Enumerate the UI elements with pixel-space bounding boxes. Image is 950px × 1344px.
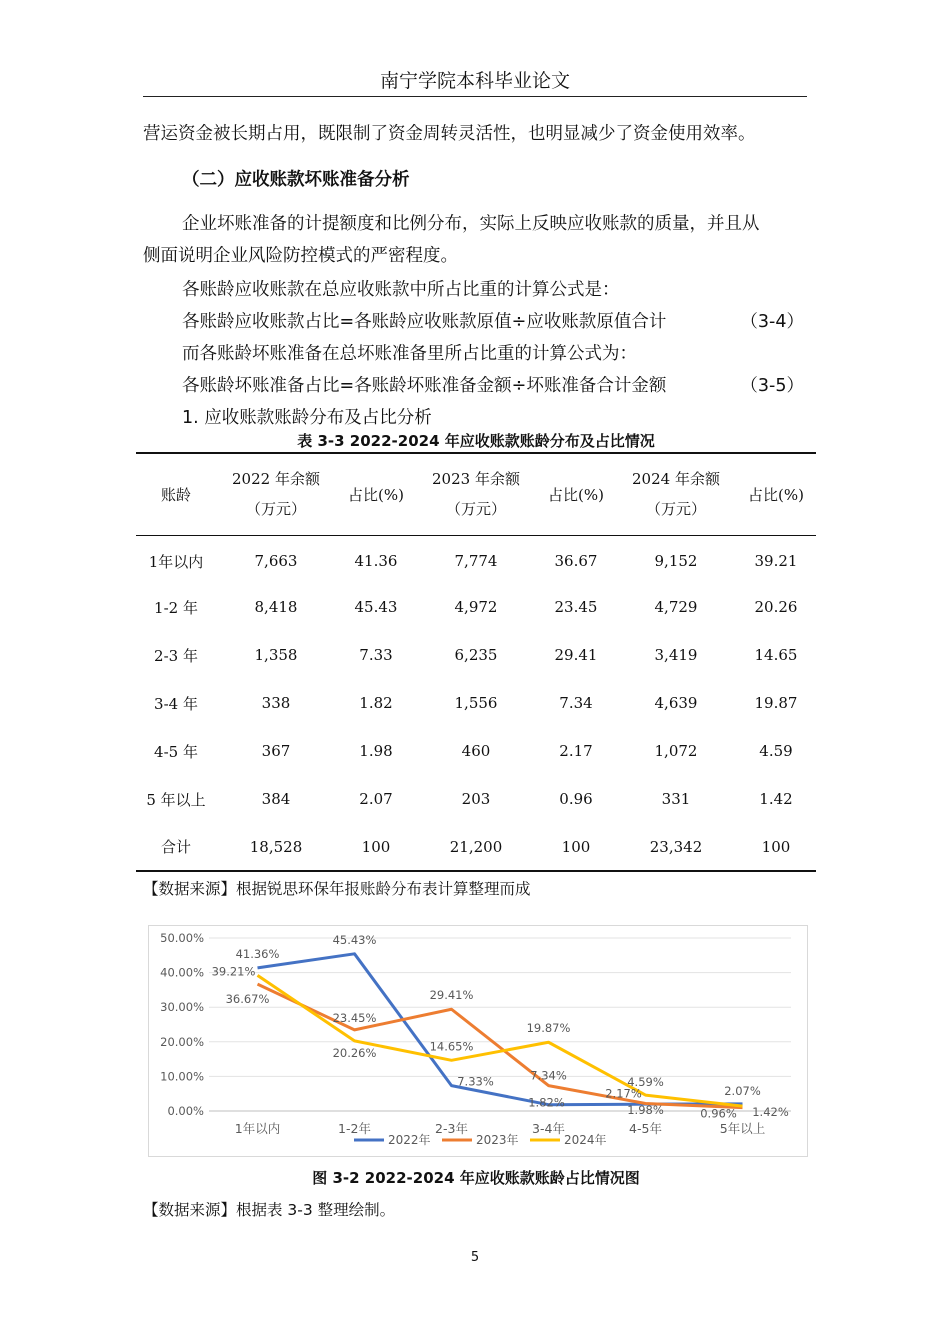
x-tick-label: 2-3年 bbox=[435, 1121, 468, 1136]
data-label: 2.17% bbox=[605, 1086, 642, 1101]
table-cell: 1.42 bbox=[759, 790, 793, 808]
table-cell: 1年以内 bbox=[148, 552, 204, 571]
aging-table bbox=[136, 452, 816, 872]
table-cell: 18,528 bbox=[249, 837, 303, 856]
table-row bbox=[136, 583, 816, 631]
data-label: 41.36% bbox=[235, 946, 280, 961]
table-cell: 2.07 bbox=[359, 790, 393, 808]
x-tick-label: 1-2年 bbox=[338, 1121, 371, 1136]
header-2022-line1: 2022 年余额 bbox=[232, 470, 320, 489]
table-cell: 4-5 年 bbox=[154, 742, 198, 761]
table-header-row bbox=[136, 453, 816, 535]
data-label: 14.65% bbox=[429, 1039, 474, 1054]
data-label: 4.59% bbox=[627, 1075, 664, 1090]
table-cell: 2.17 bbox=[559, 742, 593, 760]
y-tick-label: 40.00% bbox=[160, 965, 204, 980]
data-label: 29.41% bbox=[429, 988, 474, 1003]
table-cell: 合计 bbox=[160, 838, 191, 856]
para1-line2: 侧面说明企业风险防控模式的严密程度。 bbox=[143, 246, 458, 266]
header-2023-line2: （万元） bbox=[445, 500, 506, 519]
x-tick-label: 3-4年 bbox=[532, 1121, 565, 1136]
table-cell: 1,358 bbox=[254, 646, 298, 664]
table-cell: 2-3 年 bbox=[154, 646, 198, 665]
table-row bbox=[136, 727, 816, 775]
data-label: 20.26% bbox=[332, 1045, 377, 1060]
header-pct-2023: 占比(%) bbox=[548, 485, 604, 504]
header-2024-line1: 2024 年余额 bbox=[632, 470, 720, 489]
table-row bbox=[136, 535, 816, 583]
table-cell: 1,556 bbox=[454, 694, 498, 712]
data-label: 2.07% bbox=[724, 1083, 761, 1098]
table-cell: 0.96 bbox=[559, 790, 593, 808]
header-2022-balance bbox=[216, 453, 336, 535]
table-cell: 19.87 bbox=[754, 694, 798, 712]
data-label: 23.45% bbox=[332, 1010, 377, 1025]
table-cell: 20.26 bbox=[754, 598, 798, 616]
table-cell: 100 bbox=[761, 837, 791, 856]
x-tick-label: 4-5年 bbox=[629, 1121, 662, 1136]
formula-2-text: 各账龄坏账准备占比=各账龄坏账准备金额÷坏账准备合计金额 bbox=[182, 376, 667, 396]
table-row bbox=[136, 631, 816, 679]
table-cell: 338 bbox=[261, 694, 291, 712]
formula-1-number: （3-4） bbox=[740, 312, 804, 332]
para1-line1: 企业坏账准备的计提额度和比例分布，实际上反映应收账款的质量，并且从 bbox=[182, 214, 760, 234]
table-cell: 1,072 bbox=[654, 742, 698, 760]
series-line bbox=[258, 975, 743, 1106]
table-cell: 1.98 bbox=[359, 742, 393, 760]
table-cell: 367 bbox=[261, 742, 291, 760]
y-tick-label: 0.00% bbox=[167, 1104, 204, 1118]
table-cell: 384 bbox=[261, 790, 291, 808]
series-line bbox=[258, 984, 743, 1108]
data-label: 45.43% bbox=[332, 932, 377, 947]
table-cell: 7,663 bbox=[254, 552, 298, 571]
table-cell: 39.21 bbox=[754, 552, 798, 571]
header-rule bbox=[143, 96, 807, 97]
header-age: 账龄 bbox=[160, 485, 191, 504]
table-cell: 36.67 bbox=[554, 552, 598, 571]
header-2022-line2: （万元） bbox=[245, 500, 306, 519]
table-source-note: 【数据来源】根据锐思环保年报账龄分布表计算整理而成 bbox=[143, 880, 531, 898]
table-cell: 4,972 bbox=[454, 598, 498, 616]
table-cell: 9,152 bbox=[654, 552, 698, 571]
figure-caption: 图 3-2 2022-2024 年应收账款账龄占比情况图 bbox=[312, 1169, 640, 1187]
table-cell: 4,639 bbox=[654, 694, 698, 712]
header-2023-line1: 2023 年余额 bbox=[432, 470, 520, 489]
table-cell: 21,200 bbox=[449, 837, 503, 856]
data-label: 7.33% bbox=[457, 1074, 494, 1089]
data-label: 1.98% bbox=[627, 1103, 664, 1118]
table-cell: 5 年以上 bbox=[146, 790, 206, 809]
header-pct-2024: 占比(%) bbox=[748, 485, 804, 504]
page-number: 5 bbox=[470, 1250, 480, 1265]
legend-label: 2024年 bbox=[564, 1133, 607, 1147]
table-cell: 23.45 bbox=[554, 598, 598, 616]
figure-source-note: 【数据来源】根据表 3-3 整理绘制。 bbox=[143, 1201, 396, 1219]
table-cell: 100 bbox=[361, 837, 391, 856]
body-line-1: 营运资金被长期占用，既限制了资金周转灵活性，也明显减少了资金使用效率。 bbox=[143, 124, 756, 144]
table-cell: 6,235 bbox=[454, 646, 498, 664]
table-cell: 23,342 bbox=[649, 837, 703, 856]
table-cell: 100 bbox=[561, 837, 591, 856]
table-cell: 4.59 bbox=[759, 742, 793, 760]
data-label: 19.87% bbox=[526, 1021, 571, 1036]
table-cell: 8,418 bbox=[254, 598, 298, 616]
y-tick-label: 30.00% bbox=[160, 1000, 204, 1015]
table-row bbox=[136, 679, 816, 727]
header-pct-2022: 占比(%) bbox=[348, 485, 404, 504]
header-2024-balance bbox=[616, 453, 736, 535]
legend-label: 2023年 bbox=[476, 1133, 519, 1147]
data-label: 1.82% bbox=[528, 1095, 565, 1110]
section-heading: （二）应收账款坏账准备分析 bbox=[182, 170, 410, 190]
formula-2 bbox=[182, 372, 804, 397]
table-cell: 41.36 bbox=[354, 552, 398, 571]
table-cell: 331 bbox=[661, 790, 691, 808]
y-tick-label: 20.00% bbox=[160, 1034, 204, 1049]
data-label: 36.67% bbox=[225, 992, 270, 1007]
table-cell: 203 bbox=[461, 790, 491, 808]
data-label: 1.42% bbox=[752, 1105, 789, 1120]
table-cell: 14.65 bbox=[754, 646, 798, 664]
table-cell: 1-2 年 bbox=[154, 598, 198, 617]
table-cell: 1.82 bbox=[359, 694, 393, 712]
table-cell: 3-4 年 bbox=[154, 694, 198, 713]
table-cell: 7.33 bbox=[359, 646, 393, 664]
aging-ratio-line-chart bbox=[149, 926, 807, 1156]
table-cell: 29.41 bbox=[554, 646, 598, 664]
formula-2-number: （3-5） bbox=[740, 376, 804, 396]
x-tick-label: 5年以上 bbox=[719, 1121, 766, 1136]
table-caption: 表 3-3 2022-2024 年应收账款账龄分布及占比情况 bbox=[297, 432, 655, 450]
table-cell: 3,419 bbox=[654, 646, 698, 664]
subheading: 1. 应收账款账龄分布及占比分析 bbox=[182, 408, 432, 428]
table-cell: 460 bbox=[461, 742, 491, 760]
table-cell: 7,774 bbox=[454, 552, 498, 571]
y-tick-label: 10.00% bbox=[160, 1069, 204, 1084]
table-row bbox=[136, 775, 816, 823]
para3: 而各账龄坏账准备在总坏账准备里所占比重的计算公式为： bbox=[182, 344, 637, 364]
page-header-title: 南宁学院本科毕业论文 bbox=[379, 70, 570, 92]
para2: 各账龄应收账款在总应收账款中所占比重的计算公式是： bbox=[182, 280, 620, 300]
x-tick-label: 1年以内 bbox=[234, 1121, 281, 1136]
data-label: 7.34% bbox=[530, 1068, 567, 1083]
table-cell: 45.43 bbox=[354, 598, 398, 616]
formula-1-text: 各账龄应收账款占比=各账龄应收账款原值÷应收账款原值合计 bbox=[182, 312, 667, 332]
table-cell: 4,729 bbox=[654, 598, 698, 616]
formula-1 bbox=[182, 308, 804, 333]
data-label: 0.96% bbox=[700, 1106, 737, 1121]
data-label: 39.21% bbox=[211, 964, 256, 979]
header-2024-line2: （万元） bbox=[645, 500, 706, 519]
chart-frame bbox=[148, 925, 808, 1157]
table-row-total bbox=[136, 823, 816, 871]
y-tick-label: 50.00% bbox=[160, 931, 204, 945]
legend-label: 2022年 bbox=[388, 1133, 431, 1147]
header-2023-balance bbox=[416, 453, 536, 535]
series-line bbox=[258, 954, 743, 1105]
table-cell: 7.34 bbox=[559, 694, 593, 712]
